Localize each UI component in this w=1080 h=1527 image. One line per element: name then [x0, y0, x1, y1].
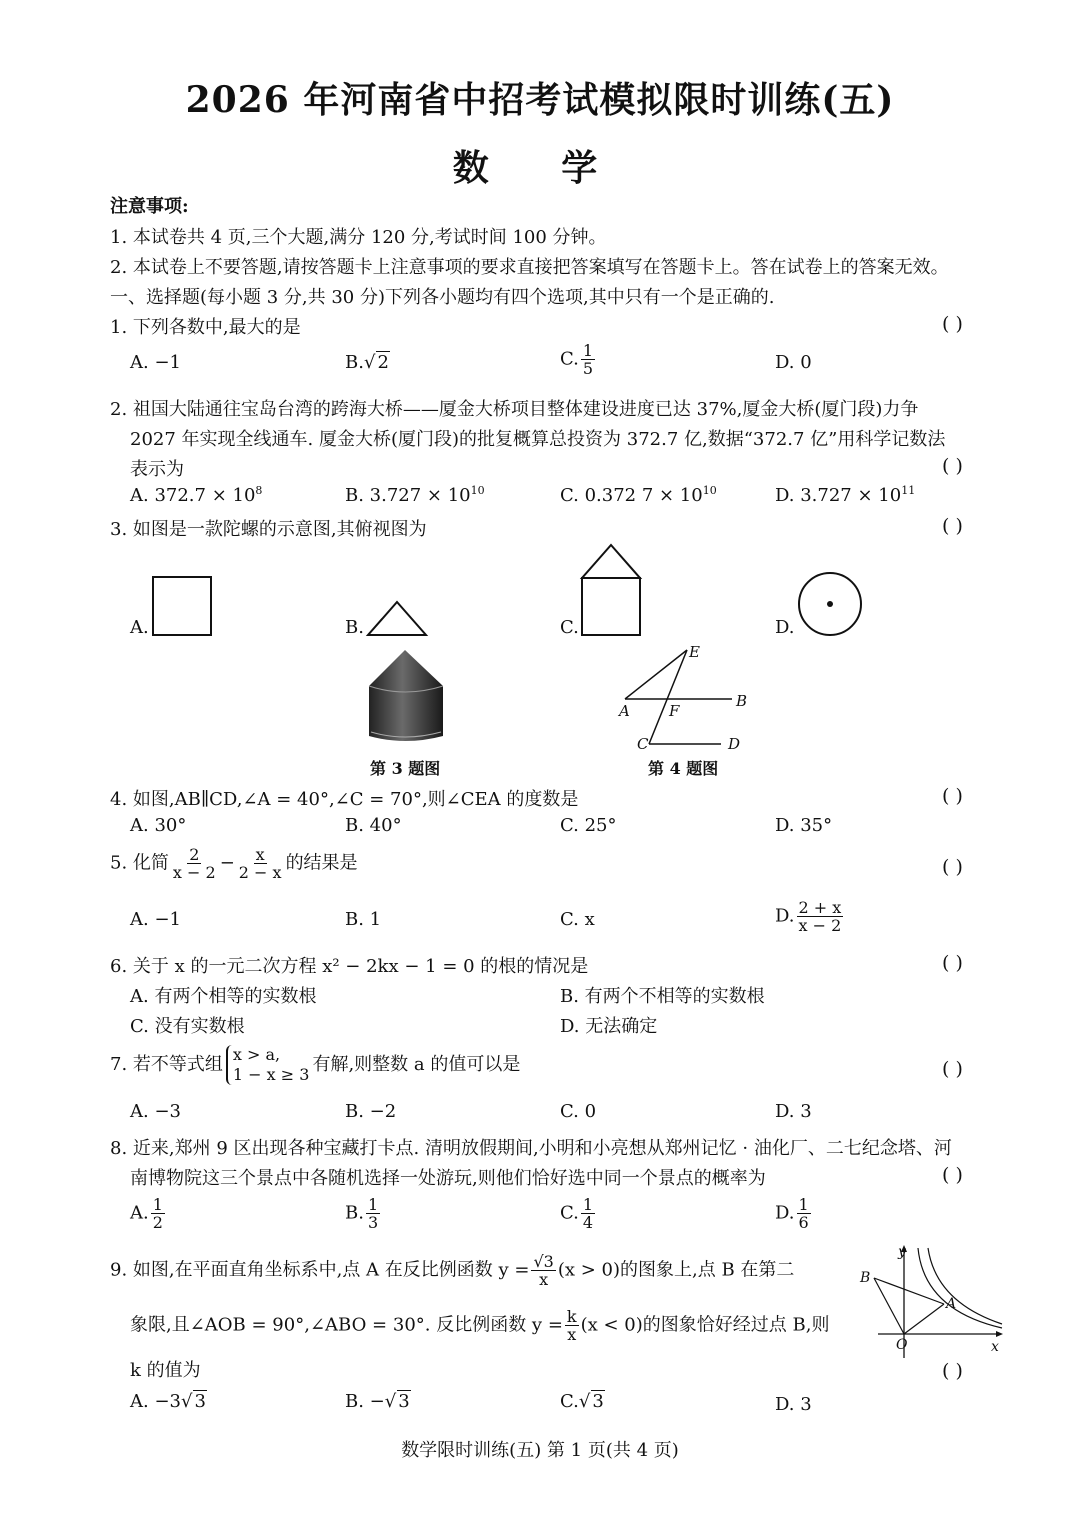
q7-option-b: B. −2 [345, 1101, 397, 1122]
figure-9-label-o: O [896, 1337, 908, 1353]
q2-stem-line-2: 2027 年实现全线通车. 厦金大桥(厦门段)的批复概算总投资为 372.7 亿,数据“372.7 亿”用科学记数法 [130, 429, 946, 450]
q3-option-c-label: C. [560, 617, 579, 638]
q8-option-b: B. $\frac{1}{3}$ [345, 1195, 379, 1232]
q3-option-d-label: D. [775, 617, 795, 638]
q4-option-a: A. 30° [130, 815, 187, 836]
q7-stem: 7. 若不等式组 x > a, 1 − x ≥ 3 有解,则整数 a 的值可以是 [110, 1045, 521, 1084]
q6-option-a: A. 有两个相等的实数根 [130, 986, 317, 1007]
q6-option-c: C. 没有实数根 [130, 1016, 245, 1037]
q4-option-d: D. 35° [775, 815, 833, 836]
page-title: 2026 年河南省中招考试模拟限时训练(五) [185, 79, 895, 121]
figure-4-label-b: B [736, 692, 748, 710]
q9-stem-line-3: k 的值为 [130, 1360, 201, 1381]
q3-option-b-triangle [367, 600, 429, 638]
q8-option-c: C. $\frac{1}{4}$ [560, 1195, 594, 1232]
page-footer: 数学限时训练(五) 第 1 页(共 4 页) [401, 1440, 679, 1461]
q3-option-c-house-shape [581, 543, 643, 639]
q1-option-b: B.√ 2 [345, 352, 389, 373]
q8-answer-paren: ( ) [942, 1164, 963, 1186]
subject-title: 数 学 [452, 147, 628, 189]
q2-option-c: C. 0.372 $7 \times 10^{10}$ [560, 484, 717, 506]
q5-option-b: B. 1 [345, 909, 382, 930]
q5-option-c: C. x [560, 909, 595, 930]
q1-option-c: C. $\frac{1}{5}$ [560, 341, 594, 378]
q3-answer-paren: ( ) [942, 515, 963, 537]
q4-option-c: C. 25° [560, 815, 617, 836]
q5-option-a: A. −1 [130, 909, 181, 930]
figure-9-label-b: B [860, 1270, 871, 1286]
q3-option-d-circle [797, 571, 865, 639]
notice-heading: 注意事项: [110, 196, 189, 217]
q8-option-a: A. $\frac{1}{2}$ [130, 1195, 163, 1232]
q5-answer-paren: ( ) [942, 856, 963, 878]
q9-option-a: A. −3√ 3 [130, 1391, 206, 1412]
q1-stem: 1. 下列各数中,最大的是 [110, 317, 301, 338]
q6-answer-paren: ( ) [942, 952, 963, 974]
q7-answer-paren: ( ) [942, 1058, 963, 1080]
q1-option-a: A. −1 [130, 352, 181, 373]
figure-9-coordinate-plane [860, 1240, 1010, 1360]
q9-answer-paren: ( ) [942, 1360, 963, 1382]
figure-3-spinning-top [365, 648, 447, 748]
q5-option-d: D. $\frac{2 + x}{x - 2}$ [775, 898, 842, 935]
q2-option-b: B. $3.727 \times 10^{10}$ [345, 484, 485, 506]
q5-stem: 5. 化简 $\frac{2}{x - 2}$ − $\frac{x}{2 - x}$ 的结果是 [110, 845, 358, 882]
q6-option-b: B. 有两个不相等的实数根 [560, 986, 765, 1007]
q3-stem: 3. 如图是一款陀螺的示意图,其俯视图为 [110, 519, 427, 540]
section-1-heading: 一、选择题(每小题 3 分,共 30 分)下列各小题均有四个选项,其中只有一个是正确的. [110, 287, 775, 308]
q2-stem-line-1: 2. 祖国大陆通往宝岛台湾的跨海大桥——厦金大桥项目整体建设进度已达 37%,厦金大桥(厦门段)力争 [110, 399, 919, 420]
figure-4-label-e: E [689, 643, 700, 661]
q4-stem: 4. 如图,AB∥CD,∠A = 40°,∠C = 70°,则∠CEA 的度数是 [110, 789, 579, 810]
q8-option-d: D. $\frac{1}{6}$ [775, 1195, 809, 1232]
q7-option-d: D. 3 [775, 1101, 812, 1122]
figure-4-label-c: C [637, 735, 649, 753]
q8-stem-line-2: 南博物院这三个景点中各随机选择一处游玩,则他们恰好选中同一个景点的概率为 [130, 1168, 766, 1189]
figure-4-label-f: F [669, 702, 680, 720]
figure-4-label-d: D [728, 735, 741, 753]
q2-answer-paren: ( ) [942, 455, 963, 477]
q2-stem-line-3: 表示为 [130, 459, 184, 480]
q8-stem-line-1: 8. 近来,郑州 9 区出现各种宝藏打卡点. 清明放假期间,小明和小亮想从郑州记忆 · 油化厂、二七纪念塔、河 [110, 1138, 952, 1159]
q1-answer-paren: ( ) [942, 313, 963, 335]
q4-option-b: B. 40° [345, 815, 402, 836]
notice-item-1: 1. 本试卷共 4 页,三个大题,满分 120 分,考试时间 100 分钟。 [110, 227, 607, 248]
q3-option-b-label: B. [345, 617, 364, 638]
figure-3-caption: 第 3 题图 [370, 759, 441, 778]
q7-option-c: C. 0 [560, 1101, 597, 1122]
q4-answer-paren: ( ) [942, 785, 963, 807]
figure-4-caption: 第 4 题图 [648, 759, 719, 778]
q9-option-d: D. 3 [775, 1394, 812, 1415]
q6-stem: 6. 关于 x 的一元二次方程 x² − 2kx − 1 = 0 的根的情况是 [110, 956, 589, 977]
figure-4-label-a: A [619, 702, 630, 720]
q1-option-d: D. 0 [775, 352, 812, 373]
q2-option-d: D. $3.727 \times 10^{11}$ [775, 484, 916, 506]
figure-9-label-a: A [946, 1296, 957, 1312]
q9-stem-line-1: 9. 如图,在平面直角坐标系中,点 A 在反比例函数 y = $\frac{√3}{x}$ (x > 0)的图象上,点 B 在第二 [110, 1252, 795, 1289]
q9-option-b: B. −√ 3 [345, 1391, 410, 1412]
q6-option-d: D. 无法确定 [560, 1016, 658, 1037]
q9-option-c: C.√ 3 [560, 1391, 604, 1412]
q7-option-a: A. −3 [130, 1101, 181, 1122]
q2-option-a: A. $372.7 \times 10^8$ [130, 484, 263, 506]
q9-stem-line-2: 象限,且∠AOB = 90°,∠ABO = 30°. 反比例函数 y = $\frac{k}{x}$ (x < 0)的图象恰好经过点 B,则 [130, 1307, 830, 1344]
q3-option-a-square [152, 576, 214, 638]
figure-9-label-x: x [991, 1339, 999, 1355]
q3-option-a-label: A. [130, 617, 149, 638]
figure-9-label-y: y [898, 1244, 906, 1260]
notice-item-2: 2. 本试卷上不要答题,请按答题卡上注意事项的要求直接把答案填写在答题卡上。答在试卷上的答案无效。 [110, 257, 949, 278]
